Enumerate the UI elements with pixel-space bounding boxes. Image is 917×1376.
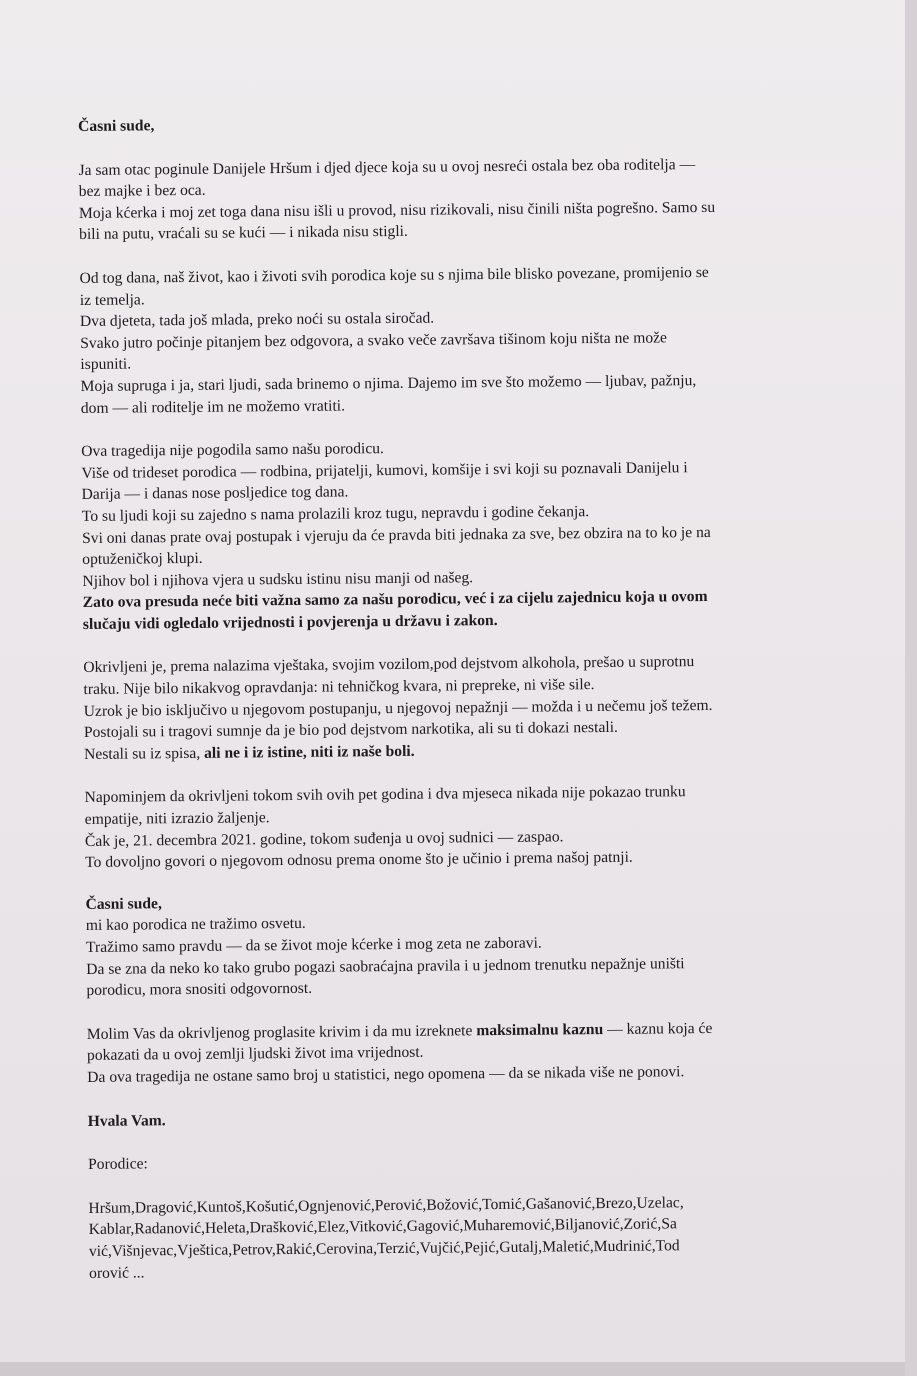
letter-line: Okrivljeni je, prema nalazima vještaka, svojim vozilom,pod dejstvom alkohola, prešao u suprotnu xyxy=(83,653,695,677)
background-surface-right xyxy=(905,0,917,1376)
letter-line: Da se zna da neko ko tako grubo pogazi saobraćajna pravila i u jednom trenutku nepažnje uništi xyxy=(86,954,685,978)
families-list-line: Kablar,Radanović,Heleta,Drašković,Elez,Vitković,Gagović,Muharemović,Biljanović,Zorić,Sa xyxy=(88,1215,677,1239)
letter-line: pokazati da u ovoj zemlji ljudski život ima vrijednost. xyxy=(86,1044,424,1065)
families-list-line: orović ... xyxy=(89,1263,145,1282)
normal-text: Nestali su iz spisa, xyxy=(84,744,205,763)
emphasis-line: Zato ova presuda neće biti važna samo za našu porodicu, već i za cijelu zajednicu koja u ovom xyxy=(82,588,708,612)
letter-line: empatije, niti izrazio žaljenje. xyxy=(84,809,270,828)
letter-line: iz temelja. xyxy=(79,290,145,309)
salutation-second: Časni sude, xyxy=(85,895,162,913)
emphasis-line: slučaju vidi ogledalo vrijednosti i povjerenja u državu i zakon. xyxy=(82,611,498,633)
emphasis-text: maksimalnu kaznu xyxy=(476,1020,604,1039)
normal-text: Molim Vas da okrivljenog proglasite krivim i da mu izreknete xyxy=(86,1022,477,1043)
letter-line: Uzrok je bio isključivo u njegovom postupanju, u njegovoj nepažnji — možda i u nečemu još težem. xyxy=(83,696,713,720)
emphasis-text: ali ne i iz istine, niti iz naše boli. xyxy=(204,742,415,762)
letter-line: Postojali su i tragovi sumnje da je bio pod dejstvom narkotika, ali su ti dokazi nestali. xyxy=(83,719,618,742)
letter-line: bili na putu, vraćali su se kući — i nikada nisu stigli. xyxy=(79,223,408,244)
letter-line: Tražimo samo pravdu — da se život moje kćerke i mog zeta ne zaboravi. xyxy=(85,934,542,956)
families-list-line: vić,Višnjevac,Vještica,Petrov,Rakić,Cerovina,Terzić,Vujčić,Pejić,Gutalj,Maletić,Mudrinić,Tod xyxy=(88,1237,680,1260)
letter-line: Ja sam otac poginule Danijele Hršum i djed djece koja su u ovoj nesreći ostala bez oba roditelja — xyxy=(78,155,696,179)
families-label: Porodice: xyxy=(87,1155,148,1174)
letter-line: To su ljudi koji su zajedno s nama prolazili kroz tugu, nepravdu i godine čekanja. xyxy=(81,503,590,525)
letter-line: traku. Nije bilo nikakvog opravdanja: ni tehničkog kvara, ni prepreke, ni više sile. xyxy=(83,676,595,699)
letter-line: Napominjem da okrivljeni tokom svih ovih pet godina i dva mjeseca nikada nije pokazao trunku xyxy=(84,783,686,807)
letter-line: ispuniti. xyxy=(80,355,132,374)
letter-line: Svi oni danas prate ovaj postupak i vjeruju da će pravda biti jednaka za sve, bez obzira na to ko je na xyxy=(81,523,711,547)
background-surface xyxy=(0,1362,917,1376)
letter-line: Dva djeteta, tada još mlada, preko noći su ostala siročad. xyxy=(79,309,435,331)
letter-line: To dovoljno govori o njegovom odnosu prema onome što je učinio i prema našoj patnji. xyxy=(85,848,633,872)
letter-line: Od tog dana, naš život, kao i životi svih porodica koje su s njima bile blisko povezane, promijenio se xyxy=(79,263,709,287)
families-list-line: Hršum,Dragović,Kuntoš,Košutić,Ognjenović,Perović,Božović,Tomić,Gašanović,Brezo,Uzelac, xyxy=(88,1193,684,1217)
letter-line: Svako jutro počinje pitanjem bez odgovora, a svako veče završava tišinom koju ništa ne može xyxy=(80,329,668,352)
letter-line: Čak je, 21. decembra 2021. godine, tokom suđenja u ovoj sudnici — zaspao. xyxy=(84,827,564,850)
letter-line: mi kao porodica ne tražimo osvetu. xyxy=(85,915,306,935)
letter-line: optuženičkoj klupi. xyxy=(82,549,203,569)
closing: Hvala Vam. xyxy=(87,1111,166,1130)
normal-text: — kaznu koja će xyxy=(603,1019,713,1038)
letter-line: Ova tragedija nije pogodila samo našu porodicu. xyxy=(81,440,384,461)
salutation: Časni sude, xyxy=(78,117,155,135)
letter-line: dom — ali roditelje im ne možemo vratiti. xyxy=(80,396,346,417)
letter-line: Darija — i danas nose posljedice tog dana. xyxy=(81,483,349,504)
letter-body xyxy=(78,109,849,1284)
letter-line: porodicu, mora snositi odgovornost. xyxy=(86,979,313,1000)
letter-line: Moja kćerka i moj zet toga dana nisu išli u provod, nisu rizikovali, nisu činili ništa pogrešno. Samo su xyxy=(78,198,716,222)
letter-line: Njihov bol i njihova vjera u sudsku istinu nisu manji od našeg. xyxy=(82,568,474,590)
letter-line: Da ova tragedija ne ostane samo broj u statistici, nego opomena — da se nikada više ne ponovi. xyxy=(87,1063,685,1086)
letter-line: Više od trideset porodica — rodbina, prijatelji, kumovi, komšije i svi koji su poznavali Danijelu i xyxy=(81,458,688,482)
letter-line: bez majke i bez oca. xyxy=(78,181,206,201)
letter-line: Moja supruga i ja, stari ljudi, sada brinemo o njima. Dajemo im sve što možemo — ljubav, pažnju, xyxy=(80,372,697,395)
